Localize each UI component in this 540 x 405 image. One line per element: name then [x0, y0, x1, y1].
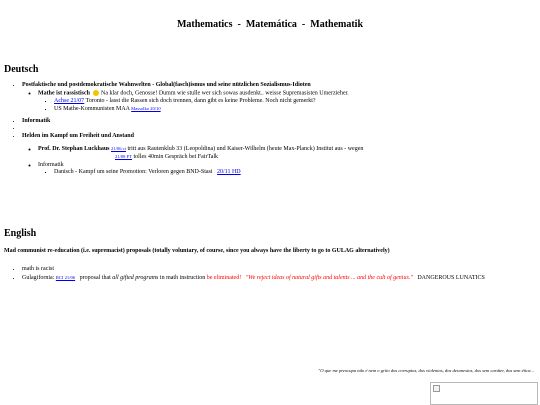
sub-list [22, 145, 540, 177]
list-item [22, 274, 540, 283]
broken-image [430, 382, 538, 405]
math-racist-text: math is racist [22, 266, 54, 272]
us-text: US Mathe-Kommunisten MAA [54, 106, 130, 113]
english-content [0, 266, 540, 282]
topic-postfaktisch: Postfaktische und postdemokratische Wahnwelten - Global(fasch)ismus und seine nützlichen Sozialismus-Idioten [22, 82, 311, 88]
luckhaus-link-2[interactable]: 21/08 FT [115, 154, 132, 160]
gulag-tail: DANGEROUS LUNATICS [417, 274, 485, 281]
deutsch-list [0, 82, 540, 177]
gulag-emphasis: all gifted programs [112, 274, 159, 281]
broken-image-icon [433, 385, 440, 392]
list-item [54, 105, 540, 114]
mathe-comment: Na klar doch, Genosse! Dumm wie stulle wer sich sowas ausdenkt.. weisse Supremasisten Umerzieher. [101, 89, 349, 96]
footer-quote: "O que me preocupa não é nem o grito dos corruptos, dos violentos, dos desonestos, dos sem caráter, dos sem ética... [318, 368, 534, 373]
page-title: Mathematics - Matemática - Mathematik [176, 19, 364, 30]
gulag-text-1: proposal that [79, 274, 111, 281]
section-heading-english: English [4, 228, 37, 239]
list-item [38, 162, 540, 177]
informatik-sub: Informatik [38, 161, 64, 168]
danisch-link[interactable]: 20/11 HD [217, 169, 241, 176]
gulag-text-2: in math instruction [159, 274, 206, 281]
luckhaus-text-2: tolles 40min Gespräch bei FairTalk [133, 154, 219, 161]
list-item [22, 118, 540, 126]
massolko-link[interactable]: Massolko 20/10 [131, 106, 161, 112]
list-item [38, 145, 540, 162]
list-item [22, 133, 540, 177]
list-item [22, 266, 540, 274]
list-item [38, 90, 540, 114]
topic-helden: Helden im Kampf um Freiheit und Anstand [22, 132, 134, 139]
luckhaus-link-1[interactable]: 21/06 ct [111, 145, 126, 151]
sub-list [22, 90, 540, 114]
section-heading-deutsch: Deutsch [4, 64, 39, 75]
english-list [0, 266, 540, 282]
sub-sub-list [38, 169, 540, 177]
topic-informatik: Informatik [22, 117, 51, 124]
luckhaus-text-1: tritt aus Rautenklub 33 (Leopoldina) und Kaiser-Wilhelm (heute Max-Planck) Institut aus - wegen [127, 145, 364, 152]
achse-text: Toronto - lasst die Rassen sich doch trennen, dann gibt es keine Probleme. Noch nicht gemerkt? [85, 97, 316, 104]
gulag-label: Gulagifornia: [22, 274, 55, 281]
luckhaus-name: Prof. Dr. Stephan Luckhaus [38, 145, 110, 152]
english-intro: Mad communist re-education (i.e. supremacist) proposals (totally voluntary, of course, since you always have the liberty to go to GULAG alternatively) [4, 248, 390, 254]
gulag-quote: "We reject ideas of natural gifts and talents ... and the cult of genius." [245, 274, 413, 281]
smiley-emoji-icon [93, 90, 99, 96]
list-item [54, 98, 540, 106]
rci-link[interactable]: RCI 21/06 [55, 274, 76, 280]
list-item-empty [22, 125, 540, 133]
sub-sub-list [38, 98, 540, 114]
deutsch-content [0, 82, 540, 177]
list-item [22, 82, 540, 114]
topic-mathe-rassistisch: Mathe ist rassistisch [38, 89, 90, 96]
list-item [54, 169, 540, 177]
achse-link[interactable]: Achse 21/07 [54, 97, 85, 104]
gulag-alert: be eliminated! [206, 274, 242, 281]
danisch-text: Danisch - Kampf um seine Promotion: Verloren gegen BND-Stasi [54, 169, 213, 176]
